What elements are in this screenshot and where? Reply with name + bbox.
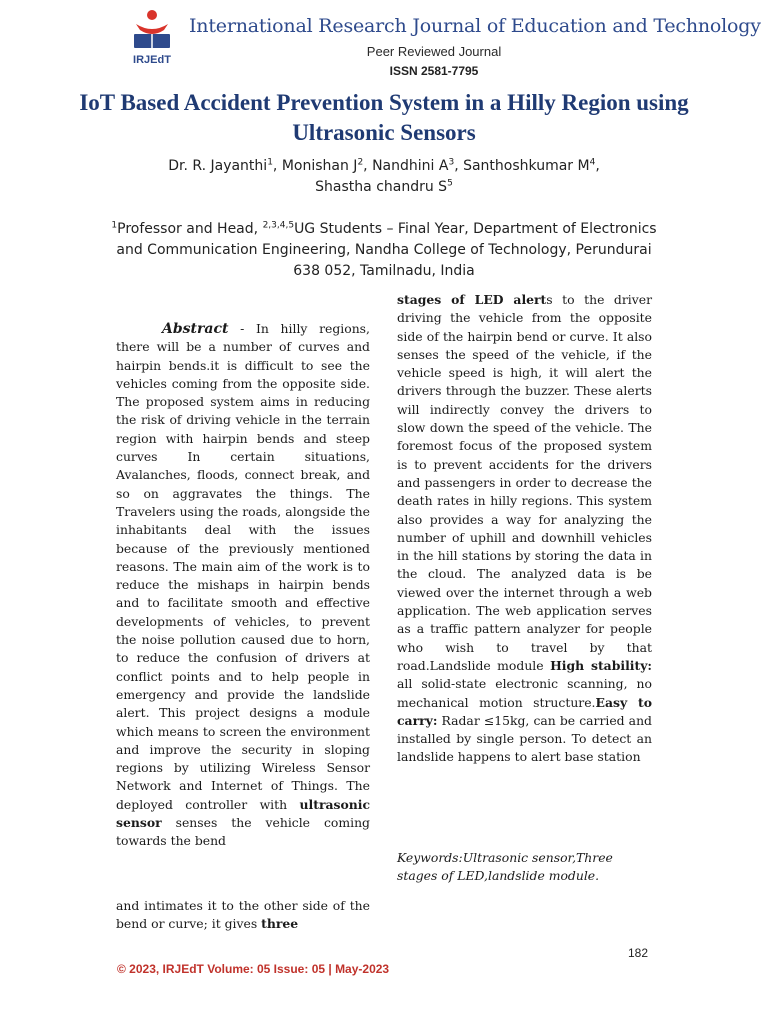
author-name: Shastha chandru S: [315, 179, 448, 195]
author-name: Monishan J: [281, 158, 358, 174]
logo-text: IRJEdT: [133, 54, 171, 66]
affil-sup: 2,3,4,5: [262, 220, 295, 231]
keywords: Keywords:Ultrasonic sensor,Three stages of LED,landslide module.: [397, 850, 613, 884]
author-sup: 2: [357, 157, 364, 168]
peer-reviewed-label: Peer Reviewed Journal: [366, 44, 502, 59]
abstract-text: senses the vehicle coming towards the bend: [116, 815, 370, 849]
affil-sup: 1: [111, 220, 118, 231]
abstract-bold: Easy to carry:: [397, 694, 652, 728]
affil-role: Professor and Head,: [117, 221, 259, 237]
issn-label: ISSN 2581-7795: [389, 64, 479, 78]
abstract-left-column: [116, 320, 370, 851]
abstract-text: In hilly regions, there will be a number of curves and hairpin bends.it is difficult to see the vehicles coming from the opposite side. The proposed system aims in reducing the risk of driving vehicle in the terrain region with hairpin bends and steep curves In certain situations, Avalanches, floods, connect break, and so on aggravates the things. The Travelers using the roads, alongside the inhabitants deal with the issues because of the previously mentioned reasons. The main aim of the work is to reduce the mishaps in hairpin bends and to facilitate smooth and effective developments of vehicles, to prevent the noise pollution caused due to horn, to reduce the confusion of drivers at conflict points and to help people in emergency and provide the landslide alert. This project designs a module which means to screen the environment and improve the security in sloping regions by utilizing Wireless Sensor Network and Internet of Things. The deployed controller with: [116, 321, 370, 812]
affil-text: UG Students – Final Year, Department of Electronics and Communication Engineering, Nandha College of Technology, Perundurai 638 052, Tamilnadu, India: [116, 221, 657, 279]
author-sup: 1: [267, 157, 273, 168]
abstract-label: Abstract: [162, 321, 229, 337]
abstract-text: all solid-state electronic scanning, no mechanical motion structure.: [397, 676, 652, 710]
author-sup: 5: [447, 178, 453, 189]
author-sup: 4: [589, 157, 596, 168]
affiliation: [110, 219, 658, 282]
author-sup: 3: [448, 157, 455, 168]
logo-head-icon: [147, 10, 157, 20]
abstract-bold: three: [261, 916, 299, 932]
abstract-right-column: [397, 291, 652, 767]
abstract-bold: High stability:: [550, 657, 652, 673]
abstract-bold: ultrasonic sensor: [116, 796, 370, 831]
page-number: 182: [628, 946, 649, 960]
paper-title: IoT Based Accident Prevention System in a Hilly Region using Ultrasonic Sensors: [79, 90, 689, 145]
logo-arms-icon: [136, 24, 168, 34]
journal-name: International Research Journal of Education and Technology: [189, 15, 761, 37]
author-name: Dr. R. Jayanthi: [168, 158, 268, 174]
abstract-text: s to the driver driving the vehicle from the opposite side of the hairpin bend or curve. It also senses the speed of the vehicle, if the vehicle speed is high, it will alert the drivers through the buzzer. These alerts will indirectly convey the drivers to slow down the speed of the vehicle. The foremost focus of the proposed system is to prevent accidents for the drivers and passengers in order to decrease the death rates in hilly regions. This system also provides a way for analyzing the number of uphill and downhill vehicles in the hill stations by storing the data in the cloud. The analyzed data is be viewed over the internet through a web application. The web application serves as a traffic pattern analyzer for people who wish to travel by that road.Landslide module: [397, 292, 653, 673]
abstract-text: Radar ≤15kg, can be carried and installed by single person. To detect an landslide happens to alert base station: [397, 712, 652, 765]
footer-copyright: © 2023, IRJEdT Volume: 05 Issue: 05 | May-2023: [117, 962, 390, 976]
abstract-sep: -: [228, 321, 256, 336]
author-name: Santhoshkumar M: [463, 158, 590, 174]
author-list: Dr. R. Jayanthi$^1$, Monishan $J^2$, Nandhini $A^3$, Santhoshkumar $M^4$, Shastha chandru $S^5$: [168, 157, 600, 195]
author-name: Nandhini A: [372, 158, 449, 174]
abstract-bold: stages of LED alert: [397, 292, 547, 307]
abstract-text: and intimates it to the other side of the bend or curve; it gives: [116, 898, 370, 932]
abstract-left-column-cont: [116, 897, 370, 934]
